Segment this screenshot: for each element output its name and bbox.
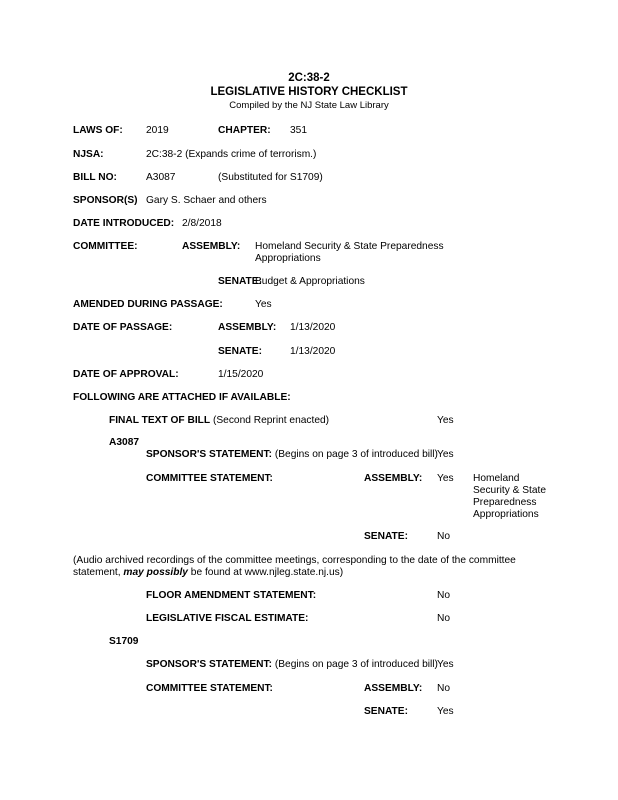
chapter-label: CHAPTER: [218,125,271,136]
s1709-sponsor-note: (Begins on page 3 of introduced bill) [274,659,438,670]
floor-amendment-label: FLOOR AMENDMENT STATEMENT: [146,590,317,601]
s1709-assembly-value: No [437,683,451,694]
date-introduced-label: DATE INTRODUCED: [73,218,175,229]
bill-no-value: A3087 [146,172,176,183]
committee-label: COMMITTEE: [73,241,138,252]
committee-assembly-line1: Homeland Security & State Preparedness [255,241,444,252]
s1709-sponsor-value: Yes [437,659,454,670]
passage-assembly-label: ASSEMBLY: [218,322,277,333]
passage-label: DATE OF PASSAGE: [73,322,173,333]
approval-label: DATE OF APPROVAL: [73,369,179,380]
bill-no-label: BILL NO: [73,172,117,183]
audio-note-line2 [73,567,343,579]
date-introduced-value: 2/8/2018 [182,218,222,229]
a3087-sponsor-row [146,449,438,461]
fiscal-estimate-value: No [437,613,451,624]
a3087-senate-value: No [437,531,451,542]
floor-amendment-value: No [437,590,451,601]
fiscal-estimate-label: LEGISLATIVE FISCAL ESTIMATE: [146,613,309,624]
audio-note-post: be found at www.njleg.state.nj.us) [187,567,344,578]
sponsor-value: Gary S. Schaer and others [146,195,267,206]
final-text-row [109,415,329,427]
a3087-assembly-label: ASSEMBLY: [364,473,423,484]
a3087-assembly-committee-1: Homeland [473,473,520,484]
passage-senate-label: SENATE: [218,346,262,357]
s1709-assembly-label: ASSEMBLY: [364,683,423,694]
a3087-sponsor-value: Yes [437,449,454,460]
bill-no-note: (Substituted for S1709) [218,172,323,183]
committee-assembly-label: ASSEMBLY: [182,241,241,252]
sponsor-label: SPONSOR(S) [73,195,138,206]
s1709-senate-value: Yes [437,706,454,717]
njsa-label: NJSA: [73,149,104,160]
audio-note-emphasis: may possibly [123,567,188,578]
laws-of-value: 2019 [146,125,169,136]
a3087-heading: A3087 [109,437,140,448]
committee-assembly-line2: Appropriations [255,253,321,264]
a3087-assembly-committee-3: Preparedness [473,497,537,508]
audio-note-line1: (Audio archived recordings of the committee meetings, corresponding to the date of the committee [73,555,516,566]
audio-note-pre: statement, [73,567,124,578]
s1709-senate-label: SENATE: [364,706,408,717]
amended-label: AMENDED DURING PASSAGE: [73,299,223,310]
a3087-sponsor-label: SPONSOR'S STATEMENT: [146,449,272,460]
approval-value: 1/15/2020 [218,369,264,380]
s1709-heading: S1709 [109,636,139,647]
a3087-sponsor-note: (Begins on page 3 of introduced bill) [274,449,438,460]
page-title: LEGISLATIVE HISTORY CHECKLIST [210,86,408,98]
a3087-assembly-committee-2: Security & State [473,485,547,496]
a3087-senate-label: SENATE: [364,531,408,542]
chapter-value: 351 [290,125,307,136]
laws-of-label: LAWS OF: [73,125,123,136]
njsa-value: 2C:38-2 (Expands crime of terrorism.) [146,149,317,160]
a3087-assembly-value: Yes [437,473,454,484]
statute-heading: 2C:38-2 [288,72,330,84]
s1709-sponsor-label: SPONSOR'S STATEMENT: [146,659,272,670]
passage-senate-value: 1/13/2020 [290,346,336,357]
final-text-value: Yes [437,415,454,426]
a3087-committee-label: COMMITTEE STATEMENT: [146,473,273,484]
s1709-sponsor-row [146,659,438,671]
following-heading: FOLLOWING ARE ATTACHED IF AVAILABLE: [73,392,291,403]
final-text-label: FINAL TEXT OF BILL [109,415,211,426]
compiled-by: Compiled by the NJ State Law Library [229,100,389,111]
a3087-assembly-committee-4: Appropriations [473,509,539,520]
committee-senate-label: SENATE: [218,276,262,287]
amended-value: Yes [255,299,272,310]
passage-assembly-value: 1/13/2020 [290,322,336,333]
s1709-committee-label: COMMITTEE STATEMENT: [146,683,273,694]
committee-senate-value: Budget & Appropriations [255,276,365,287]
final-text-note: (Second Reprint enacted) [212,415,330,426]
